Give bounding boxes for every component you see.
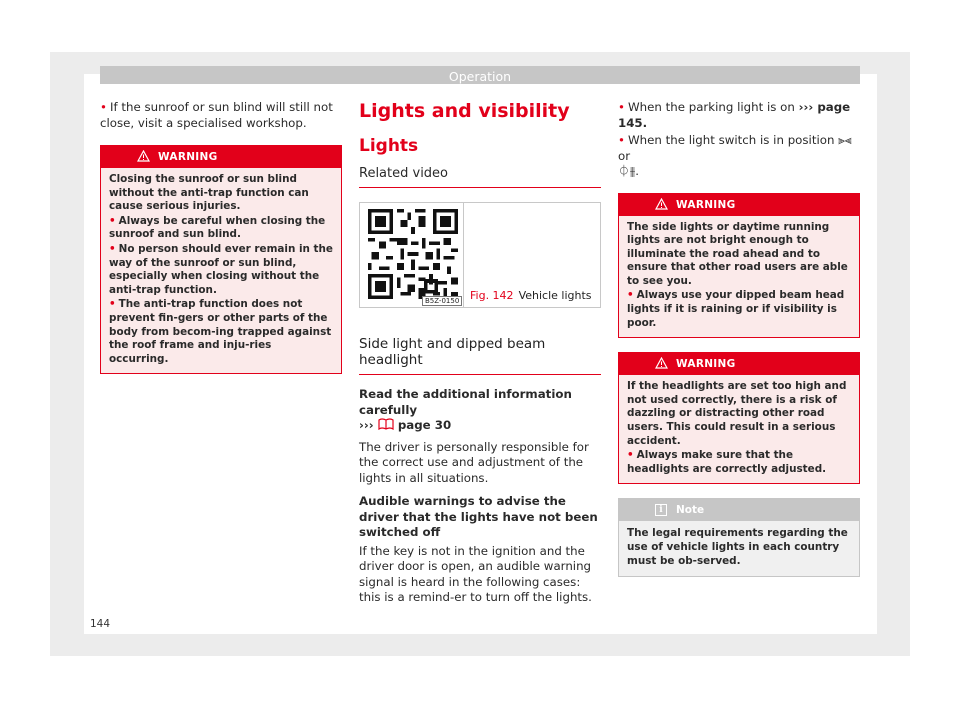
warning-body bbox=[619, 375, 859, 483]
column-right bbox=[618, 100, 860, 577]
parking-light-symbol: ⏀⫵. bbox=[618, 164, 639, 178]
qr-code-image[interactable] bbox=[368, 209, 458, 299]
related-video-heading: Related video bbox=[359, 166, 601, 188]
section-subtitle: Lights bbox=[359, 136, 419, 156]
warning-header: WARNING bbox=[619, 353, 859, 375]
warning-intro: Closing the sunroof or sun blind without the anti-trap function can cause serious injuries. bbox=[109, 173, 309, 213]
bullet-item: • When the parking light is on ››› page 145. bbox=[618, 100, 851, 130]
note-body: The legal requirements regarding the use of vehicle lights in each country must be ob-served. bbox=[627, 527, 848, 567]
figure-video[interactable] bbox=[359, 202, 601, 308]
column-middle bbox=[359, 100, 601, 606]
warning-triangle-icon bbox=[655, 357, 668, 369]
figure-caption-text: Vehicle lights bbox=[518, 289, 592, 302]
warning-box-sunroof bbox=[100, 145, 342, 374]
read-more-reference[interactable]: ››› page 30 bbox=[359, 418, 452, 432]
bullet-item: • If the sunroof or sun blind will still not close, visit a specialised workshop. bbox=[100, 100, 333, 130]
subheading-audible-warnings: Audible warnings to advise the driver that the lights have not been switched off bbox=[359, 494, 598, 539]
warning-intro: If the headlights are set too high and not used correctly, there is a risk of dazzling or distracting other road users. This could result in a serious accident. bbox=[627, 380, 847, 447]
column-left bbox=[100, 100, 342, 374]
arrow-icon: ››› bbox=[359, 418, 374, 432]
chapter-title: Lights and visibility bbox=[359, 100, 570, 122]
warning-item: • Always make sure that the headlights are correctly adjusted. bbox=[627, 449, 827, 475]
read-more-text: Read the additional information carefully bbox=[359, 387, 572, 417]
figure-number: Fig. 142 bbox=[470, 289, 514, 302]
section-header-title: Operation bbox=[448, 69, 512, 84]
warning-body bbox=[619, 216, 859, 338]
section-heading: Side light and dipped beam headlight bbox=[359, 336, 601, 375]
warning-header: WARNING bbox=[619, 194, 859, 216]
info-icon: i bbox=[655, 504, 667, 516]
book-icon bbox=[378, 418, 394, 430]
warning-body bbox=[101, 168, 341, 373]
note-header: i Note bbox=[619, 499, 859, 521]
figure-code-tag: B5Z-0150 bbox=[422, 296, 462, 306]
warning-header: WARNING bbox=[101, 146, 341, 168]
warning-item: • No person should ever remain in the way of the sunroof or sun blind, especially when closing without the anti-trap function. bbox=[109, 242, 333, 296]
bullet-item: • When the light switch is in position ⫸⫷ or ⏀⫵. bbox=[618, 133, 852, 178]
warning-item: • Always use your dipped beam head lights if it is raining or if visibility is poor. bbox=[627, 289, 845, 329]
warning-item: • The anti-trap function does not prevent fin-gers or other parts of the body from becom-ing trapped against the roof frame and inju-ries occurring. bbox=[109, 298, 332, 365]
paragraph-responsibility: The driver is personally responsible for the correct use and adjustment of the lights in all situations. bbox=[359, 439, 589, 485]
paragraph-audible-warning: If the key is not in the ignition and the driver door is open, an audible warning signal is heard in the following cases: this is a remind-er to turn off the lights. bbox=[359, 543, 592, 604]
bullet-icon: • bbox=[100, 100, 107, 114]
figure-caption bbox=[470, 289, 592, 302]
page-reference-link[interactable]: ››› page 145. bbox=[618, 100, 851, 130]
section-header-bar bbox=[100, 66, 860, 84]
warning-triangle-icon bbox=[655, 198, 668, 210]
warning-item: • Always be careful when closing the sunroof and sun blind. bbox=[109, 214, 326, 241]
figure-divider bbox=[463, 203, 464, 307]
warning-box-headlights bbox=[618, 352, 860, 484]
warning-intro: The side lights or daytime running lights are not bright enough to illuminate the road ahead and to ensure that other road users are able to see you. bbox=[627, 220, 848, 287]
warning-triangle-icon bbox=[137, 150, 150, 162]
note-box bbox=[618, 498, 860, 577]
page-number: 144 bbox=[90, 618, 111, 630]
warning-box-side-lights bbox=[618, 193, 860, 339]
